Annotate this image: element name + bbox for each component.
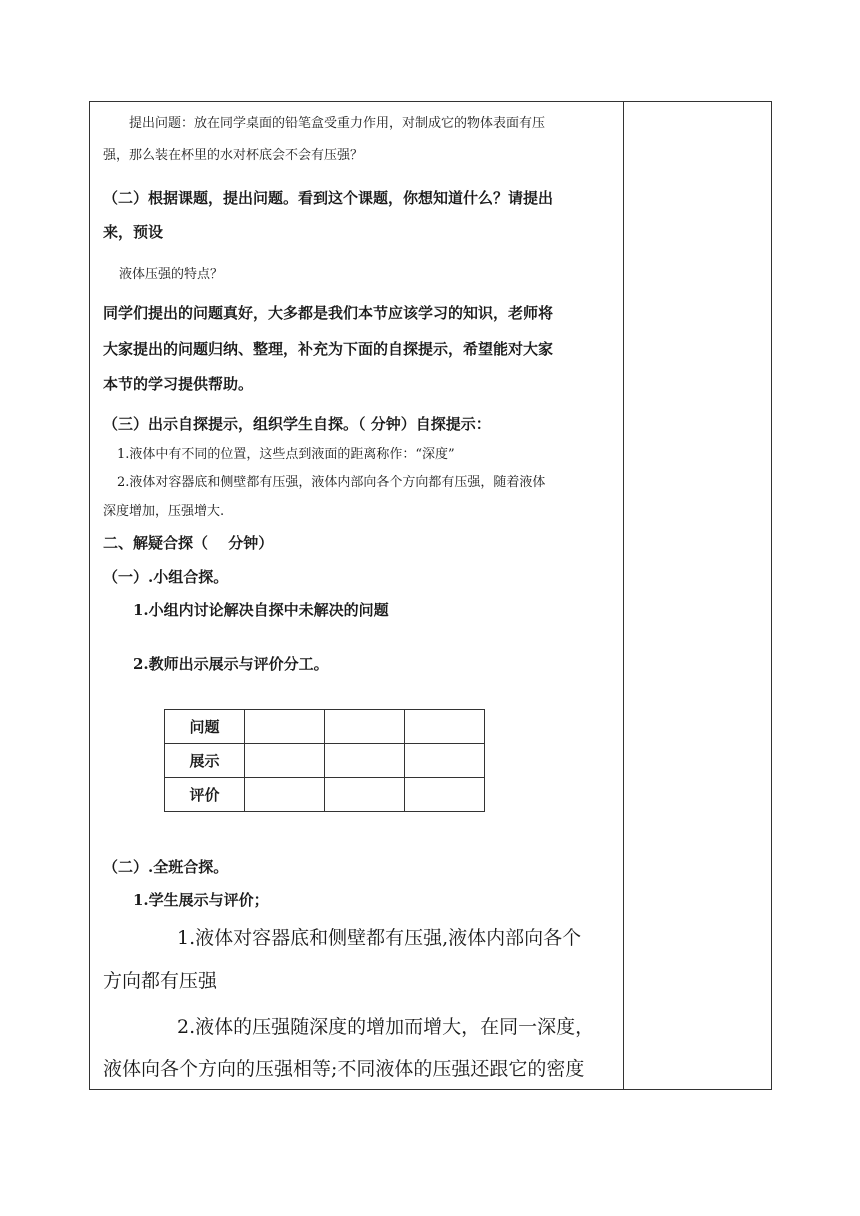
- table-cell: 评价: [165, 778, 245, 812]
- table-cell: [325, 744, 405, 778]
- table-cell: [245, 778, 325, 812]
- table-row: [165, 778, 485, 812]
- section-heading: 二、解疑合探（ 分钟）: [103, 534, 274, 552]
- text-line: 强，那么装在杯里的水对杯底会不会有压强？: [103, 148, 364, 163]
- text-line: 液体压强的特点？: [119, 267, 224, 282]
- text-line: 深度增加，压强增大.: [103, 504, 225, 519]
- text-line: 2.液体的压强随深度的增加而增大，在同一深度，: [177, 1016, 595, 1038]
- table-cell: 问题: [165, 710, 245, 744]
- list-item: 1.液体中有不同的位置，这些点到液面的距离称作：“深度”: [117, 447, 455, 462]
- evaluation-table: [164, 709, 485, 812]
- list-item: 1.小组内讨论解决自探中未解决的问题: [133, 601, 389, 619]
- table-cell: [325, 710, 405, 744]
- table-cell: [405, 710, 485, 744]
- table-cell: [405, 744, 485, 778]
- text-line: 1.液体对容器底和侧壁都有压强,液体内部向各个: [177, 927, 582, 949]
- text-line: 方向都有压强: [103, 970, 218, 992]
- table-cell: [325, 778, 405, 812]
- list-item: 2.教师出示展示与评价分工。: [133, 655, 329, 673]
- table-cell: 展示: [165, 744, 245, 778]
- table-cell: [245, 710, 325, 744]
- section-heading: （三）出示自探提示，组织学生自探。（ 分钟）自探提示：: [103, 415, 491, 433]
- text-line: 大家提出的问题归纳、整理，补充为下面的自探提示，希望能对大家: [103, 340, 554, 358]
- text-line: 来，预设: [103, 223, 164, 241]
- section-heading: （二）.全班合探。: [103, 858, 229, 876]
- table-row: [165, 744, 485, 778]
- table-row: [165, 710, 485, 744]
- text-line: 本节的学习提供帮助。: [103, 375, 254, 393]
- text-line: 提出问题：放在同学桌面的铅笔盒受重力作用，对制成它的物体表面有压: [129, 116, 546, 131]
- table-cell: [245, 744, 325, 778]
- list-item: 1.学生展示与评价；: [133, 891, 269, 909]
- text-line: 液体向各个方向的压强相等;不同液体的压强还跟它的密度: [103, 1058, 585, 1080]
- column-divider: [623, 101, 624, 1090]
- text-line: 同学们提出的问题真好，大多都是我们本节应该学习的知识，老师将: [103, 304, 554, 322]
- text-line: （二）根据课题，提出问题。看到这个课题，你想知道什么？请提出: [103, 189, 554, 207]
- table-cell: [405, 778, 485, 812]
- section-heading: （一）.小组合探。: [103, 568, 229, 586]
- list-item: 2.液体对容器底和侧壁都有压强，液体内部向各个方向都有压强，随着液体: [117, 475, 546, 490]
